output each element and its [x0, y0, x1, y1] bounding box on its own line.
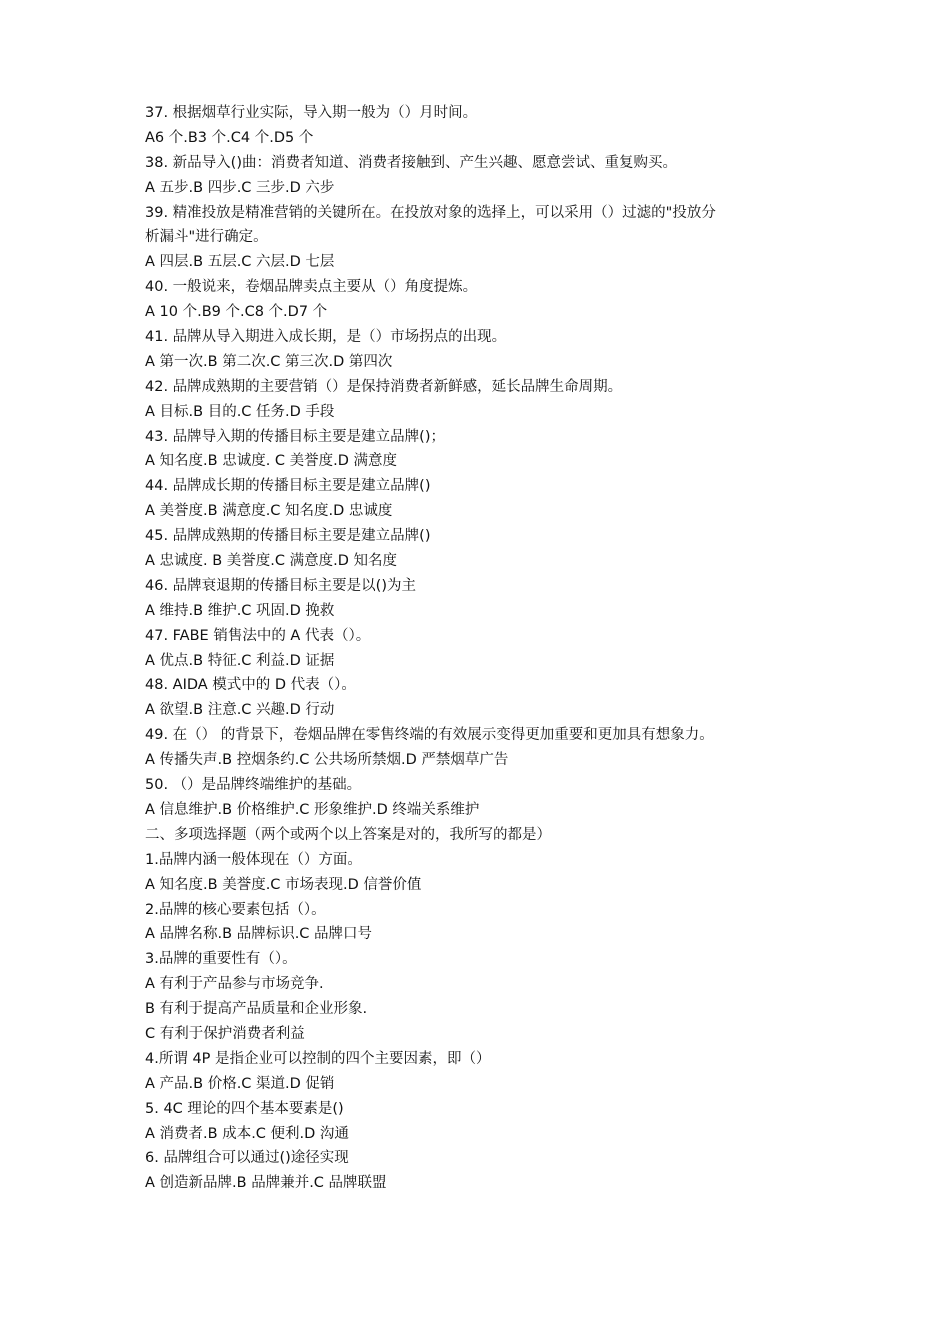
multi-question-3: 3.品牌的重要性有（）。 — [145, 951, 297, 968]
question-42: 42. 品牌成熟期的主要营销（）是保持消费者新鲜感，延长品牌生命周期。 — [145, 378, 623, 395]
question-38-options: A 五步.B 四步.C 三步.D 六步 — [145, 179, 335, 196]
multi-question-4: 4.所谓 4P 是指企业可以控制的四个主要因素，即（） — [145, 1050, 491, 1067]
question-49: 49. 在（） 的背景下，卷烟品牌在零售终端的有效展示变得更加重要和更加具有想象力。 — [145, 727, 714, 744]
question-39-options: A 四层.B 五层.C 六层.D 七层 — [145, 254, 335, 271]
question-40: 40. 一般说来，卷烟品牌卖点主要从（）角度提炼。 — [145, 279, 478, 296]
question-50: 50. （）是品牌终端维护的基础。 — [145, 777, 362, 794]
section-heading-multiple-choice: 二、多项选择题（两个或两个以上答案是对的，我所写的都是） — [145, 826, 551, 843]
question-44-options: A 美誉度.B 满意度.C 知名度.D 忠诚度 — [145, 503, 393, 520]
multi-question-6: 6. 品牌组合可以通过()途径实现 — [145, 1150, 349, 1167]
question-37-options: A6 个.B3 个.C4 个.D5 个 — [145, 129, 314, 146]
multi-question-3-option-c: C 有利于保护消费者利益 — [145, 1025, 305, 1042]
question-46: 46. 品牌衰退期的传播目标主要是以()为主 — [145, 577, 416, 594]
question-41-options: A 第一次.B 第二次.C 第三次.D 第四次 — [145, 353, 393, 370]
question-41: 41. 品牌从导入期进入成长期，是（）市场拐点的出现。 — [145, 329, 507, 346]
multi-question-4-options: A 产品.B 价格.C 渠道.D 促销 — [145, 1075, 335, 1092]
question-37: 37. 根据烟草行业实际，导入期一般为（）月时间。 — [145, 105, 478, 121]
question-47-options: A 优点.B 特征.C 利益.D 证据 — [145, 652, 335, 669]
multi-question-2: 2.品牌的核心要素包括（）。 — [145, 901, 326, 918]
question-48: 48. AIDA 模式中的 D 代表（）。 — [145, 677, 356, 694]
question-43: 43. 品牌导入期的传播目标主要是建立品牌()； — [145, 428, 445, 445]
question-38: 38. 新品导入()曲：消费者知道、消费者接触到、产生兴趣、愿意尝试、重复购买。 — [145, 154, 677, 171]
question-39-continued: 析漏斗"进行确定。 — [145, 229, 268, 246]
multi-question-2-options: A 品牌名称.B 品牌标识.C 品牌口号 — [145, 926, 373, 943]
multi-question-1-options: A 知名度.B 美誉度.C 市场表现.D 信誉价值 — [145, 876, 422, 893]
document-body — [145, 101, 845, 1196]
question-46-options: A 维持.B 维护.C 巩固.D 挽救 — [145, 602, 335, 619]
question-49-options: A 传播失声.B 控烟条约.C 公共场所禁烟.D 严禁烟草广告 — [145, 752, 509, 769]
question-43-options: A 知名度.B 忠诚度. C 美誉度.D 满意度 — [145, 453, 398, 470]
multi-question-3-option-b: B 有利于提高产品质量和企业形象. — [145, 1001, 368, 1018]
question-39: 39. 精准投放是精准营销的关键所在。在投放对象的选择上，可以采用（）过滤的"投放分 — [145, 204, 716, 221]
multi-question-5: 5. 4C 理论的四个基本要素是() — [145, 1100, 344, 1117]
question-48-options: A 欲望.B 注意.C 兴趣.D 行动 — [145, 702, 335, 719]
question-47: 47. FABE 销售法中的 A 代表（）。 — [145, 627, 371, 644]
multi-question-6-options: A 创造新品牌.B 品牌兼并.C 品牌联盟 — [145, 1175, 387, 1192]
question-44: 44. 品牌成长期的传播目标主要是建立品牌() — [145, 478, 431, 495]
multi-question-5-options: A 消费者.B 成本.C 便利.D 沟通 — [145, 1125, 349, 1142]
multi-question-1: 1.品牌内涵一般体现在（）方面。 — [145, 851, 362, 868]
question-45-options: A 忠诚度. B 美誉度.C 满意度.D 知名度 — [145, 553, 398, 570]
question-45: 45. 品牌成熟期的传播目标主要是建立品牌() — [145, 528, 431, 545]
multi-question-3-option-a: A 有利于产品参与市场竞争. — [145, 976, 324, 993]
question-40-options: A 10 个.B9 个.C8 个.D7 个 — [145, 304, 328, 321]
question-50-options: A 信息维护.B 价格维护.C 形象维护.D 终端关系维护 — [145, 801, 480, 818]
question-42-options: A 目标.B 目的.C 任务.D 手段 — [145, 403, 335, 420]
